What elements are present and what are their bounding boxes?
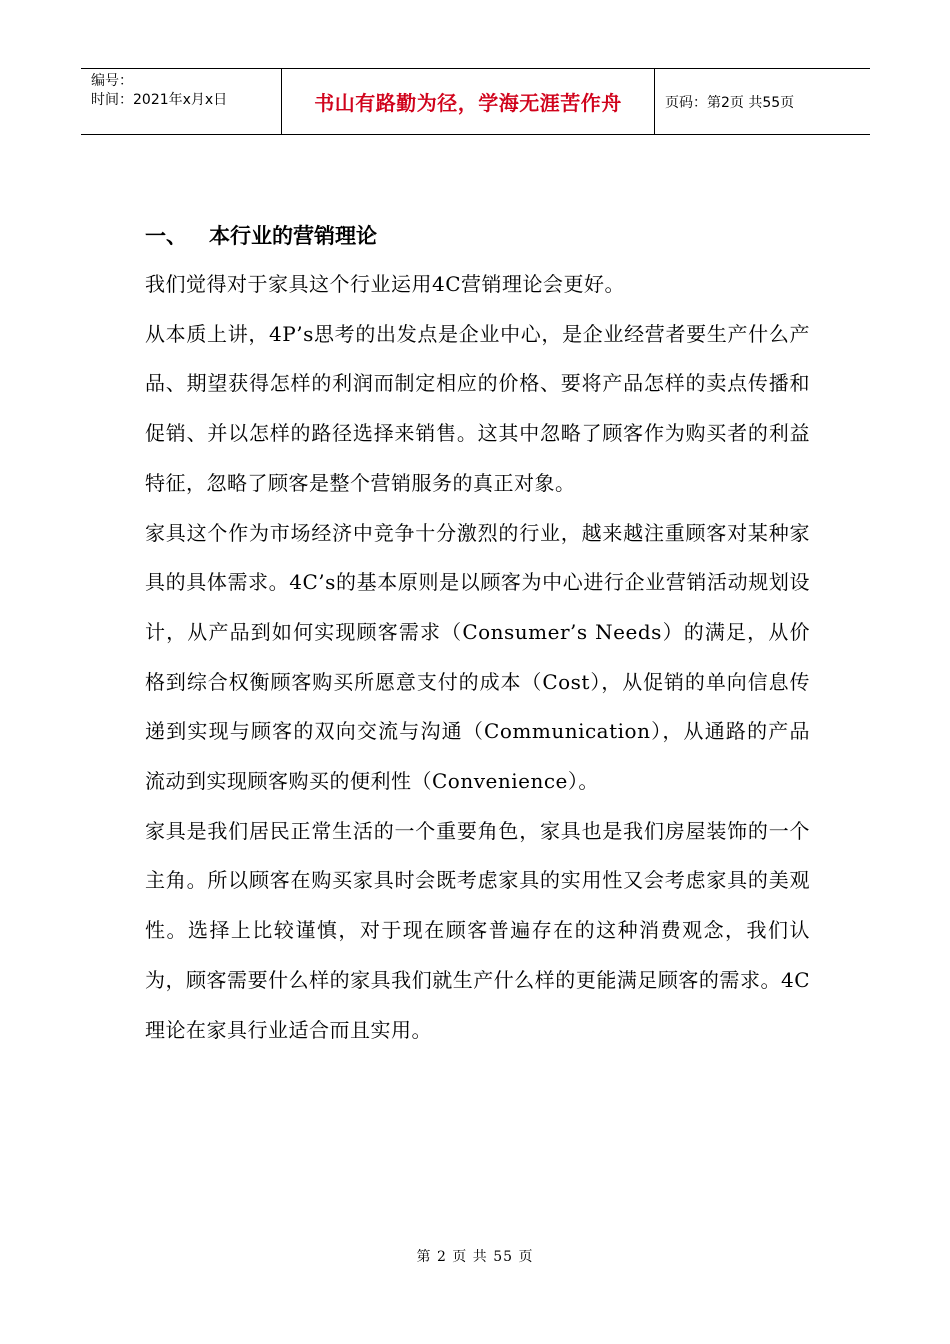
page-footer: 第 2 页 共 55 页 xyxy=(416,1249,534,1265)
paragraph: 我们觉得对于家具这个行业运用4C营销理论会更好。 xyxy=(145,272,626,296)
header-motto: 书山有路勤为径，学海无涯苦作舟 xyxy=(282,69,655,134)
section-number: 一、 xyxy=(145,224,187,248)
paragraph: 家具这个作为市场经济中竞争十分激烈的行业，越来越注重顾客对某种家具的具体需求。4C’s的基本原则是以顾客为中心进行企业营销活动规划设计，从产品到如何实现顾客需求（Consumer’s Needs）的满足，从价格到综合权衡顾客购买所愿意支付的成本（Cost），从促销的单向信息传递到实现与顾客的双向交流与沟通（Communication），从通路的产品流动到实现顾客购买的便利性（Convenience）。 xyxy=(145,520,810,794)
header-page-info: 页码：第2页 共55页 xyxy=(665,94,795,111)
page-header xyxy=(81,68,870,135)
header-meta xyxy=(81,69,282,134)
section-heading xyxy=(145,212,810,260)
document-date: 时间：2021年x月x日 xyxy=(91,92,228,108)
document-code-label: 编号： xyxy=(91,73,133,89)
section-title: 本行业的营销理论 xyxy=(209,224,377,248)
paragraph: 家具是我们居民正常生活的一个重要角色，家具也是我们房屋装饰的一个主角。所以顾客在购买家具时会既考虑家具的实用性又会考虑家具的美观性。选择上比较谨慎，对于现在顾客普遍存在的这种消费观念，我们认为，顾客需要什么样的家具我们就生产什么样的更能满足顾客的需求。4C理论在家具行业适合而且实用。 xyxy=(145,818,810,1042)
paragraph: 从本质上讲，4P’s思考的出发点是企业中心，是企业经营者要生产什么产品、期望获得怎样的利润而制定相应的价格、要将产品怎样的卖点传播和促销、并以怎样的路径选择来销售。这其中忽略了顾客作为购买者的利益特征，忽略了顾客是整个营销服务的真正对象。 xyxy=(145,321,810,495)
document-body xyxy=(145,212,810,1055)
